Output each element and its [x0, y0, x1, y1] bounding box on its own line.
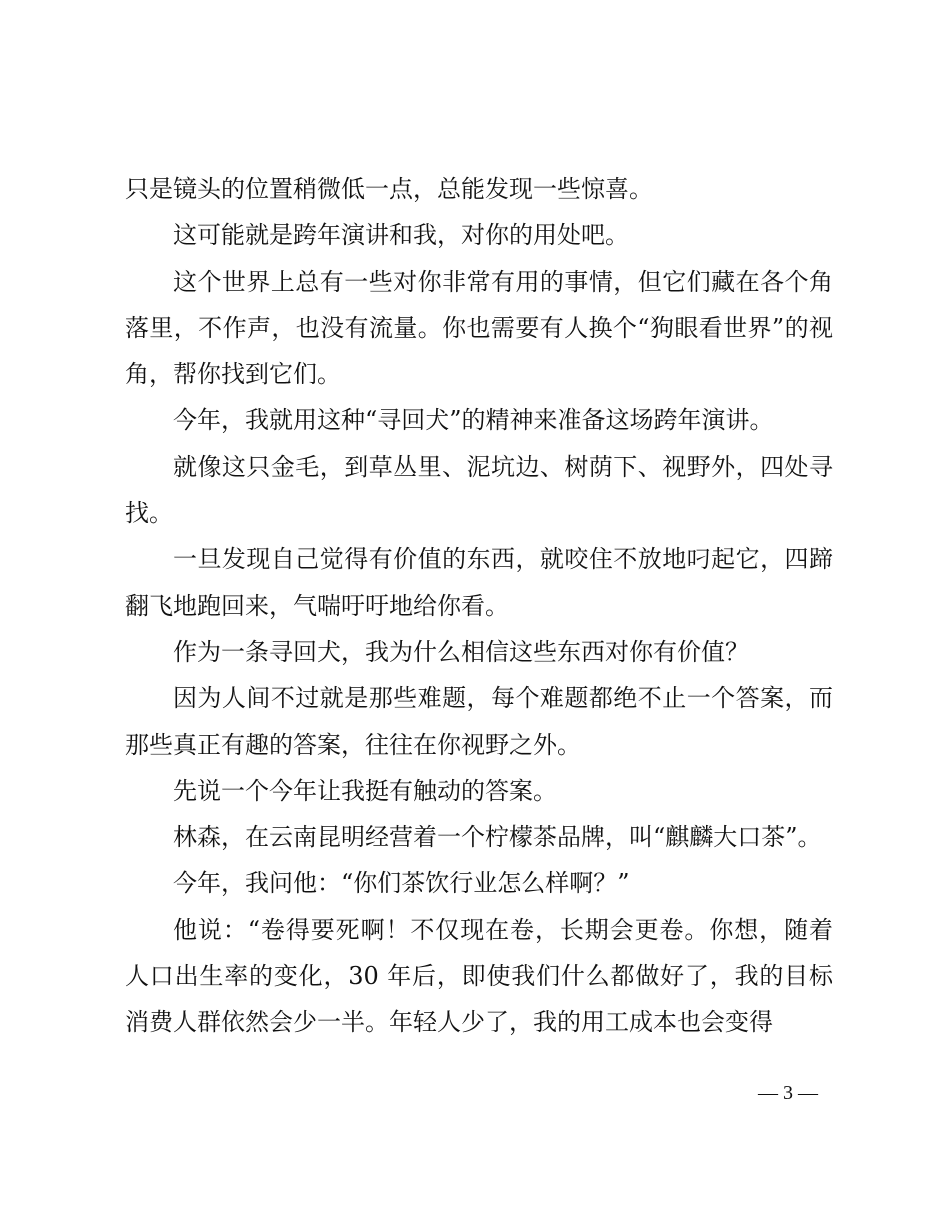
- paragraph: 林森，在云南昆明经营着一个柠檬茶品牌，叫“麒麟大口茶”。: [173, 823, 822, 852]
- paragraph: 这可能就是跨年演讲和我，对你的用处吧。: [173, 221, 629, 250]
- paragraph: 今年，我问他：“你们茶饮行业怎么样啊？”: [173, 869, 630, 898]
- document-body: [125, 166, 833, 1046]
- page-number: — 3 —: [758, 1082, 818, 1104]
- paragraph: 作为一条寻回犬，我为什么相信这些东西对你有价值？: [173, 637, 749, 666]
- paragraph: 今年，我就用这种“寻回犬”的精神来准备这场跨年演讲。: [173, 406, 774, 435]
- paragraph: 一旦发现自己觉得有价值的东西，就咬住不放地叼起它，四蹄翻飞地跑回来，气喘吁吁地给你看。: [125, 545, 833, 620]
- paragraph: 他说：“卷得要死啊！不仅现在卷，长期会更卷。你想，随着人口出生率的变化，30 年后，即使我们什么都做好了，我的目标消费人群依然会少一半。年轻人少了，我的用工成本也会变得: [125, 915, 833, 1037]
- paragraph: 先说一个今年让我挺有触动的答案。: [173, 776, 557, 805]
- paragraph: 这个世界上总有一些对你非常有用的事情，但它们藏在各个角落里，不作声，也没有流量。你也需要有人换个“狗眼看世界”的视角，帮你找到它们。: [125, 267, 833, 389]
- paragraph: 因为人间不过就是那些难题，每个难题都绝不止一个答案，而那些真正有趣的答案，往往在你视野之外。: [125, 684, 833, 759]
- paragraph: 就像这只金毛，到草丛里、泥坑边、树荫下、视野外，四处寻找。: [125, 452, 833, 528]
- paragraph: 只是镜头的位置稍微低一点，总能发现一些惊喜。: [125, 175, 653, 203]
